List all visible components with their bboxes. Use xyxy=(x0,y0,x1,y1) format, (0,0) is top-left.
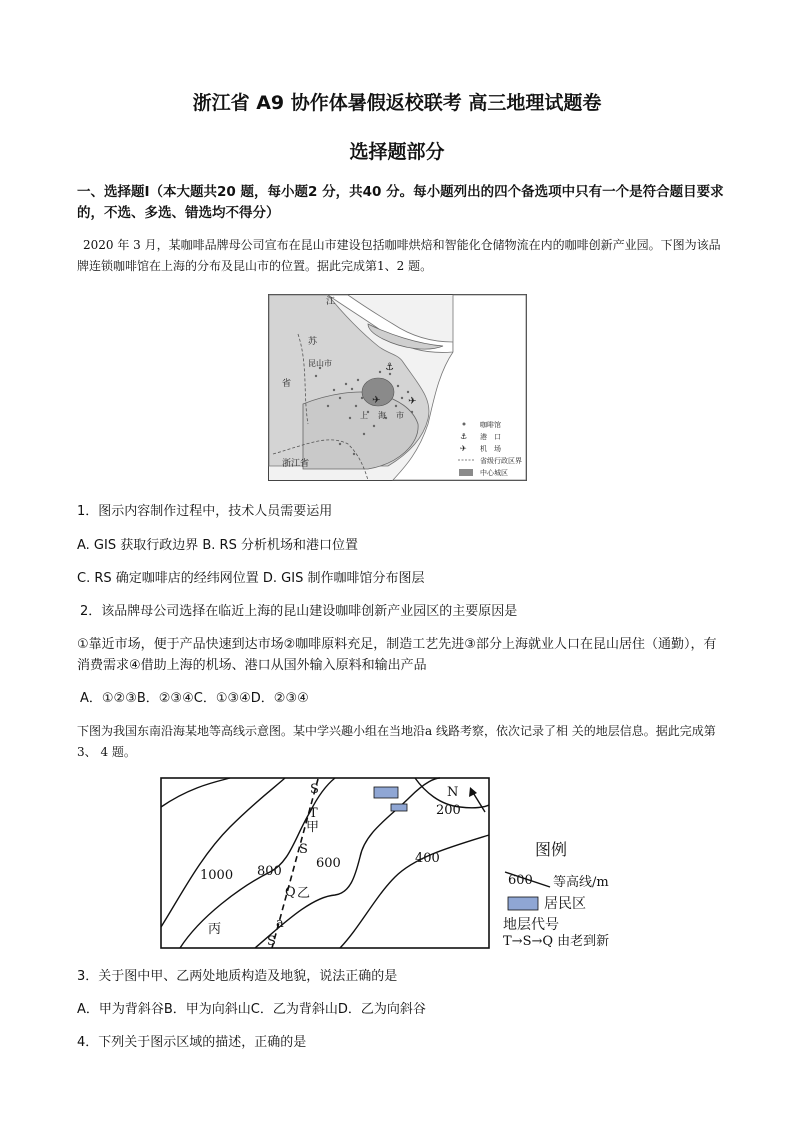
legend-residential: 居民区 xyxy=(544,896,586,912)
legend-border: 省级行政区界 xyxy=(480,457,522,465)
strata-s-1: S xyxy=(310,782,319,797)
legend-title: 图例 xyxy=(535,840,568,859)
section-instructions: 一、选择题Ⅰ（本大题共20 题，每小题2 分，共40 分。每小题列出的四个备选项中只有一个是符合题目要求的，不选、多选、错选均不得分） xyxy=(77,184,724,221)
map-label-shang: 上 xyxy=(360,411,368,420)
place-jia: 甲 xyxy=(306,820,320,835)
legend-airport: 机 场 xyxy=(480,445,501,453)
question-4-stem: 4．下列关于图示区域的描述，正确的是 xyxy=(77,1035,307,1050)
contour-label-400: 400 xyxy=(415,851,440,866)
shanghai-cafe-map-svg xyxy=(268,294,527,481)
question-1-options-ab: A. GIS 获取行政边界 B. RS 分析机场和港口位置 xyxy=(77,538,358,553)
map-label-su: 苏 xyxy=(308,337,318,347)
map-label-hai: 海 xyxy=(378,411,386,420)
airport-symbol-1: ✈ xyxy=(372,395,381,406)
map-label-sheng: 省 xyxy=(282,379,292,389)
legend-cafe: 咖啡馆 xyxy=(480,421,501,429)
map2-legend xyxy=(503,840,609,949)
legend-port: 港 口 xyxy=(480,433,501,441)
passage-1: 2020 年 3 月，某咖啡品牌母公司宣布在昆山市建设包括咖啡烘焙和智能化仓储物流在内的咖啡创新产业园。下图为该品牌连锁咖啡馆在上海的分布及昆山市的位置。据此完成第1、2 题。 xyxy=(77,238,721,273)
route-a-label: a xyxy=(276,916,284,931)
strata-q: Q xyxy=(285,885,296,900)
question-1-stem: 1．图示内容制作过程中，技术人员需要运用 xyxy=(77,504,333,519)
place-bing: 丙 xyxy=(208,922,222,937)
port-symbol-1: ⚓ xyxy=(385,362,394,373)
question-2-body: ①靠近市场，便于产品快速到达市场②咖啡原料充足，制造工艺先进③部分上海就业人口在昆山居住（通勤），有消费需求④借助上海的机场、港口从国外输入原料和输出产品 xyxy=(77,637,717,673)
place-yi: 乙 xyxy=(297,886,311,901)
north-label: N xyxy=(447,785,459,800)
question-3-stem: 3．关于图中甲、乙两处地质构造及地貌，说法正确的是 xyxy=(77,969,398,984)
legend-contour-text: 等高线/m xyxy=(553,875,609,890)
contour-map-svg xyxy=(160,777,651,950)
map-label-zhejiang: 浙江省 xyxy=(282,459,310,469)
residential-area-1 xyxy=(374,787,398,798)
question-2-stem: 2．该品牌母公司选择在临近上海的昆山建设咖啡创新产业园区的主要原因是 xyxy=(80,604,518,619)
contour-label-200: 200 xyxy=(436,803,461,818)
legend-strata-order: T→S→Q 由老到新 xyxy=(503,934,610,949)
section-title: 选择题部分 xyxy=(349,141,445,163)
page-title: 浙江省 A9 协作体暑假返校联考 高三地理试题卷 xyxy=(192,92,602,114)
strata-t: T xyxy=(309,806,318,821)
legend-center: 中心城区 xyxy=(480,469,508,477)
contour-label-600: 600 xyxy=(316,856,341,871)
question-1-options-cd: C. RS 确定咖啡店的经纬网位置 D. GIS 制作咖啡馆分布图层 xyxy=(77,571,425,586)
strata-s-2: S xyxy=(299,842,308,857)
map-label-kunshan: 昆山市 xyxy=(308,359,332,368)
svg-text:⚓: ⚓ xyxy=(460,432,468,441)
question-2-options: A．①②③B．②③④C．①③④D．②③④ xyxy=(80,691,309,706)
question-3-options: A．甲为背斜谷B．甲为向斜山C．乙为背斜山D．乙为向斜谷 xyxy=(77,1002,426,1017)
strata-s-3: S xyxy=(267,934,276,949)
contour-map xyxy=(160,777,651,950)
residential-area-2 xyxy=(391,804,407,811)
svg-text:✈: ✈ xyxy=(460,444,467,453)
passage-2: 下图为我国东南沿海某地等高线示意图。某中学兴趣小组在当地沿a 线路考察，依次记录了相 关的地层信息。据此完成第3、 4 题。 xyxy=(77,724,716,759)
shanghai-cafe-map xyxy=(268,294,527,481)
contour-label-800: 800 xyxy=(257,864,282,879)
legend-residential-swatch xyxy=(508,897,538,910)
legend-strata-code: 地层代号 xyxy=(503,917,559,933)
contour-label-1000: 1000 xyxy=(200,868,234,883)
airport-symbol-2: ✈ xyxy=(408,396,417,407)
map-label-shi: 市 xyxy=(396,411,404,420)
map-label-jiang: 江 xyxy=(326,297,336,307)
legend-contour-num: 600 xyxy=(508,873,533,888)
